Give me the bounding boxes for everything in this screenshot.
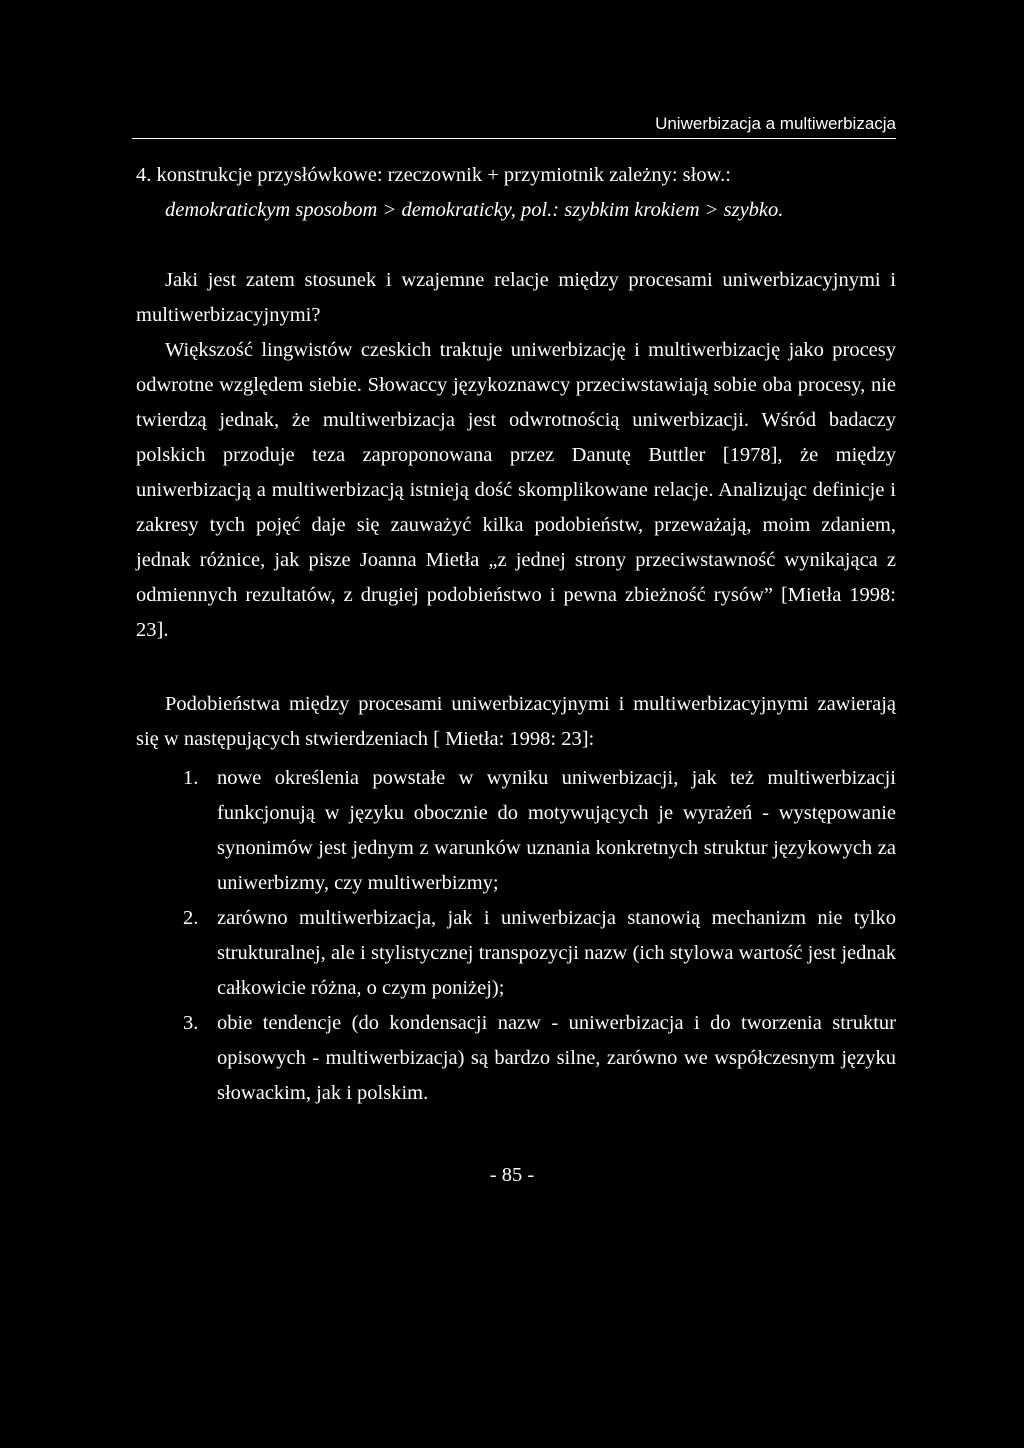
paragraph-2: Większość lingwistów czeskich traktuje uniwerbizację i multiwerbizację jako procesy odwrotne względem siebie. Słowaccy językoznawcy przeciwstawiają sobie oba procesy, nie twierdzą jednak, że multiwerbizacja jest odwrotnością uniwerbizacji. Wśród badaczy polskich przoduje teza zaproponowana przez Danutę Buttler [1978], że między uniwerbizacją a multiwerbizacją istnieją dość skomplikowane relacje. Analizując definicje i zakresy tych pojęć daje się zauważyć kilka podobieństw, przeważają, moim zdaniem, jednak różnice, jak pisze Joanna Mietła „z jednej strony przeciwstawność wynikająca z odmiennych rezultatów, z drugiej podobieństwo i pewna zbieżność rysów” [Mietła 1998: 23].: [136, 339, 896, 641]
list-item-text: konstrukcje przysłówkowe: rzeczownik + przymiotnik zależny: słow.:: [156, 164, 731, 186]
page-number: - 85 -: [489, 1164, 535, 1186]
paragraph-1: Jaki jest zatem stosunek i wzajemne relacje między procesami uniwerbizacyjnymi i multiwerbizacyjnymi?: [136, 269, 896, 326]
list-item: [136, 901, 896, 1006]
list-item-text: zarówno multiwerbizacja, jak i uniwerbizacja stanowią mechanizm nie tylko strukturalnej, ale i stylistycznej transpozycji nazw (ich stylowa wartość jest jednak całkowicie różna, o czym poniżej);: [217, 907, 896, 999]
list-item-4: [136, 158, 896, 228]
running-title: Uniwerbizacja a multiwerbizacja: [655, 114, 896, 133]
list-item-number: 2.: [183, 907, 199, 929]
paragraph-3: Podobieństwa między procesami uniwerbizacyjnymi i multiwerbizacyjnymi zawierają się w następujących stwierdzeniach [ Mietła: 1998: 23]:: [136, 693, 896, 750]
list-item-text: obie tendencje (do kondensacji nazw - uniwerbizacja i do tworzenia struktur opisowych - multiwerbizacja) są bardzo silne, zarówno we współczesnym języku słowackim, jak i polskim.: [217, 1012, 896, 1104]
header-rule: [132, 138, 896, 139]
numbered-list: [136, 761, 896, 1111]
list-item: [136, 1006, 896, 1111]
list-item-number: 1.: [183, 767, 199, 789]
list-item-number: 4.: [136, 164, 152, 186]
list-item: [136, 761, 896, 901]
list-item-4-example: demokratickym sposobom > demokraticky, pol.: szybkim krokiem > szybko.: [165, 199, 784, 221]
list-item-4-line: [136, 158, 896, 193]
list-item-text: nowe określenia powstałe w wyniku uniwerbizacji, jak też multiwerbizacji funkcjonują w języku obocznie do motywujących je wyrażeń - występowanie synonimów jest jednym z warunków uznania konkretnych struktur językowych za uniwerbizmy, czy multiwerbizmy;: [217, 767, 896, 894]
list-item-number: 3.: [183, 1012, 199, 1034]
body-text: [136, 263, 896, 648]
